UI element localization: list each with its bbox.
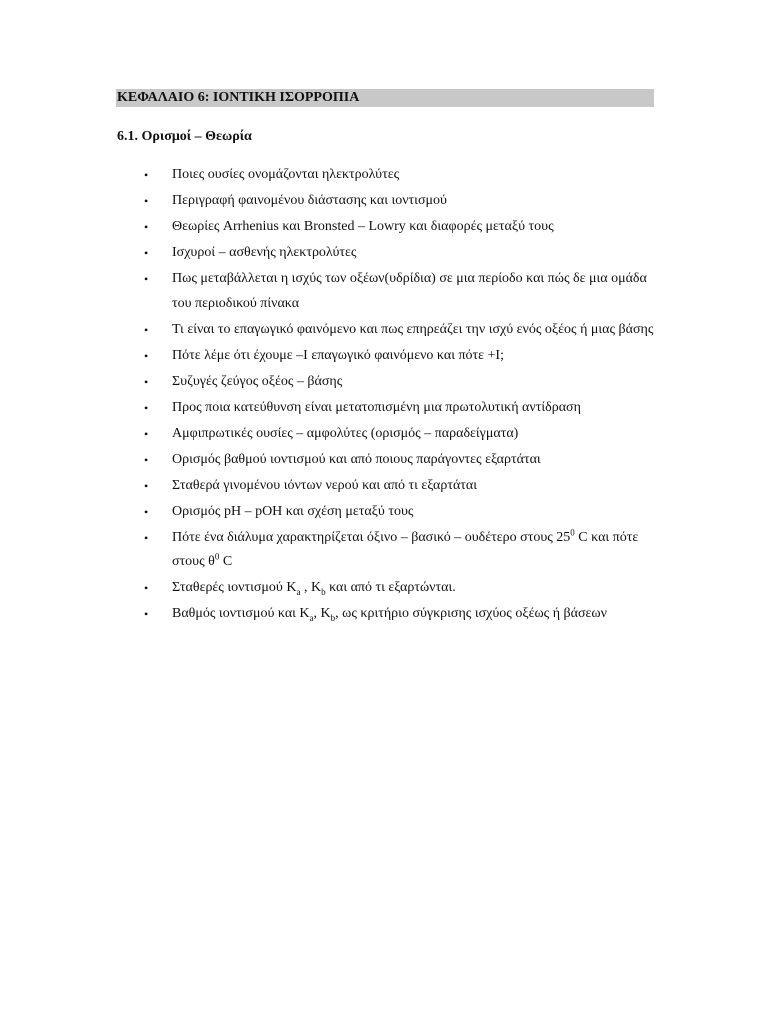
bullet-icon: • <box>144 272 149 286</box>
bullet-item-temperature <box>140 526 660 575</box>
bullet-text: Θεωρίες Arrhenius και Bronsted – Lowry και διαφορές μεταξύ τους <box>172 219 554 234</box>
bullet-item <box>140 448 660 473</box>
topic-bullet-list <box>140 163 660 628</box>
bullet-item <box>140 189 660 214</box>
bullet-item <box>140 215 660 240</box>
bullet-icon: • <box>144 504 149 519</box>
chapter-title: ΚΕΦΑΛΑΙΟ 6: ΙΟΝΤΙΚΗ ΙΣΟΡΡΟΠΙΑ <box>117 90 360 105</box>
bullet-icon: • <box>144 374 149 389</box>
bullet-text: Βαθμός ιοντισμού και $K_a$, $K_b$, ως κριτήριο σύγκρισης ισχύος οξέως ή βάσεων <box>172 606 607 623</box>
bullet-icon: • <box>144 322 149 337</box>
bullet-text: Πότε ένα διάλυμα χαρακτηρίζεται όξινο – βασικό – ουδέτερο στους $25^0$ C και πότε στους $\theta^0$ C <box>172 526 639 569</box>
bullet-item <box>140 344 660 369</box>
bullet-icon: • <box>144 581 149 595</box>
bullet-item <box>140 500 660 525</box>
section-title: 6.1. Ορισμοί – Θεωρία <box>117 129 252 144</box>
bullet-icon: • <box>144 348 149 363</box>
bullet-text: Περιγραφή φαινομένου διάστασης και ιοντισμού <box>172 193 447 208</box>
bullet-item-constants <box>140 576 660 601</box>
bullet-icon: • <box>144 607 149 621</box>
bullet-text: Σταθερά γινομένου ιόντων νερού και από τι εξαρτάται <box>172 477 478 493</box>
bullet-icon: • <box>144 168 149 182</box>
bullet-item <box>140 422 660 447</box>
bullet-text: Αμφιπρωτικές ουσίες – αμφολύτες (ορισμός – παραδείγματα) <box>172 425 519 441</box>
bullet-icon: • <box>144 194 149 208</box>
bullet-item <box>140 370 660 395</box>
bullet-icon: • <box>144 426 149 441</box>
bullet-text: Ισχυροί – ασθενής ηλεκτρολύτες <box>172 245 357 260</box>
bullet-item <box>140 241 660 266</box>
bullet-icon: • <box>144 452 149 467</box>
bullet-item <box>140 396 660 421</box>
bullet-item <box>140 267 660 316</box>
bullet-text: Σταθερές ιοντισμού $K_a$ , $K_b$ και από τι εξαρτώνται. <box>172 580 456 597</box>
bullet-text: Πως μεταβάλλεται η ισχύς των οξέων(υδρίδια) σε μια περίοδο και πώς δε μια ομάδα του περιοδικού πίνακα <box>172 271 647 311</box>
bullet-text: Τι είναι το επαγωγικό φαινόμενο και πως επηρεάζει την ισχύ ενός οξέος ή μιας βάσης <box>172 321 654 337</box>
bullet-text: Ορισμός pH – pOH και σχέση μεταξύ τους <box>172 503 414 519</box>
bullet-text: Προς ποια κατεύθυνση είναι μετατοπισμένη μια πρωτολυτική αντίδραση <box>172 399 581 415</box>
bullet-text: Ορισμός βαθμού ιοντισμού και από ποιους παράγοντες εξαρτάται <box>172 451 541 467</box>
bullet-icon: • <box>144 400 149 415</box>
bullet-text: Ποιες ουσίες ονομάζονται ηλεκτρολύτες <box>172 167 400 182</box>
bullet-item <box>140 474 660 499</box>
bullet-icon: • <box>144 530 149 545</box>
bullet-text: Συζυγές ζεύγος οξέος – βάσης <box>172 373 343 389</box>
bullet-text: Πότε λέμε ότι έχουμε –Ι επαγωγικό φαινόμενο και πότε +Ι; <box>172 347 504 363</box>
bullet-icon: • <box>144 478 149 493</box>
bullet-icon: • <box>144 220 149 234</box>
bullet-icon: • <box>144 246 149 260</box>
bullet-item-degree <box>140 602 660 627</box>
bullet-item <box>140 163 660 188</box>
bullet-item <box>140 318 660 343</box>
